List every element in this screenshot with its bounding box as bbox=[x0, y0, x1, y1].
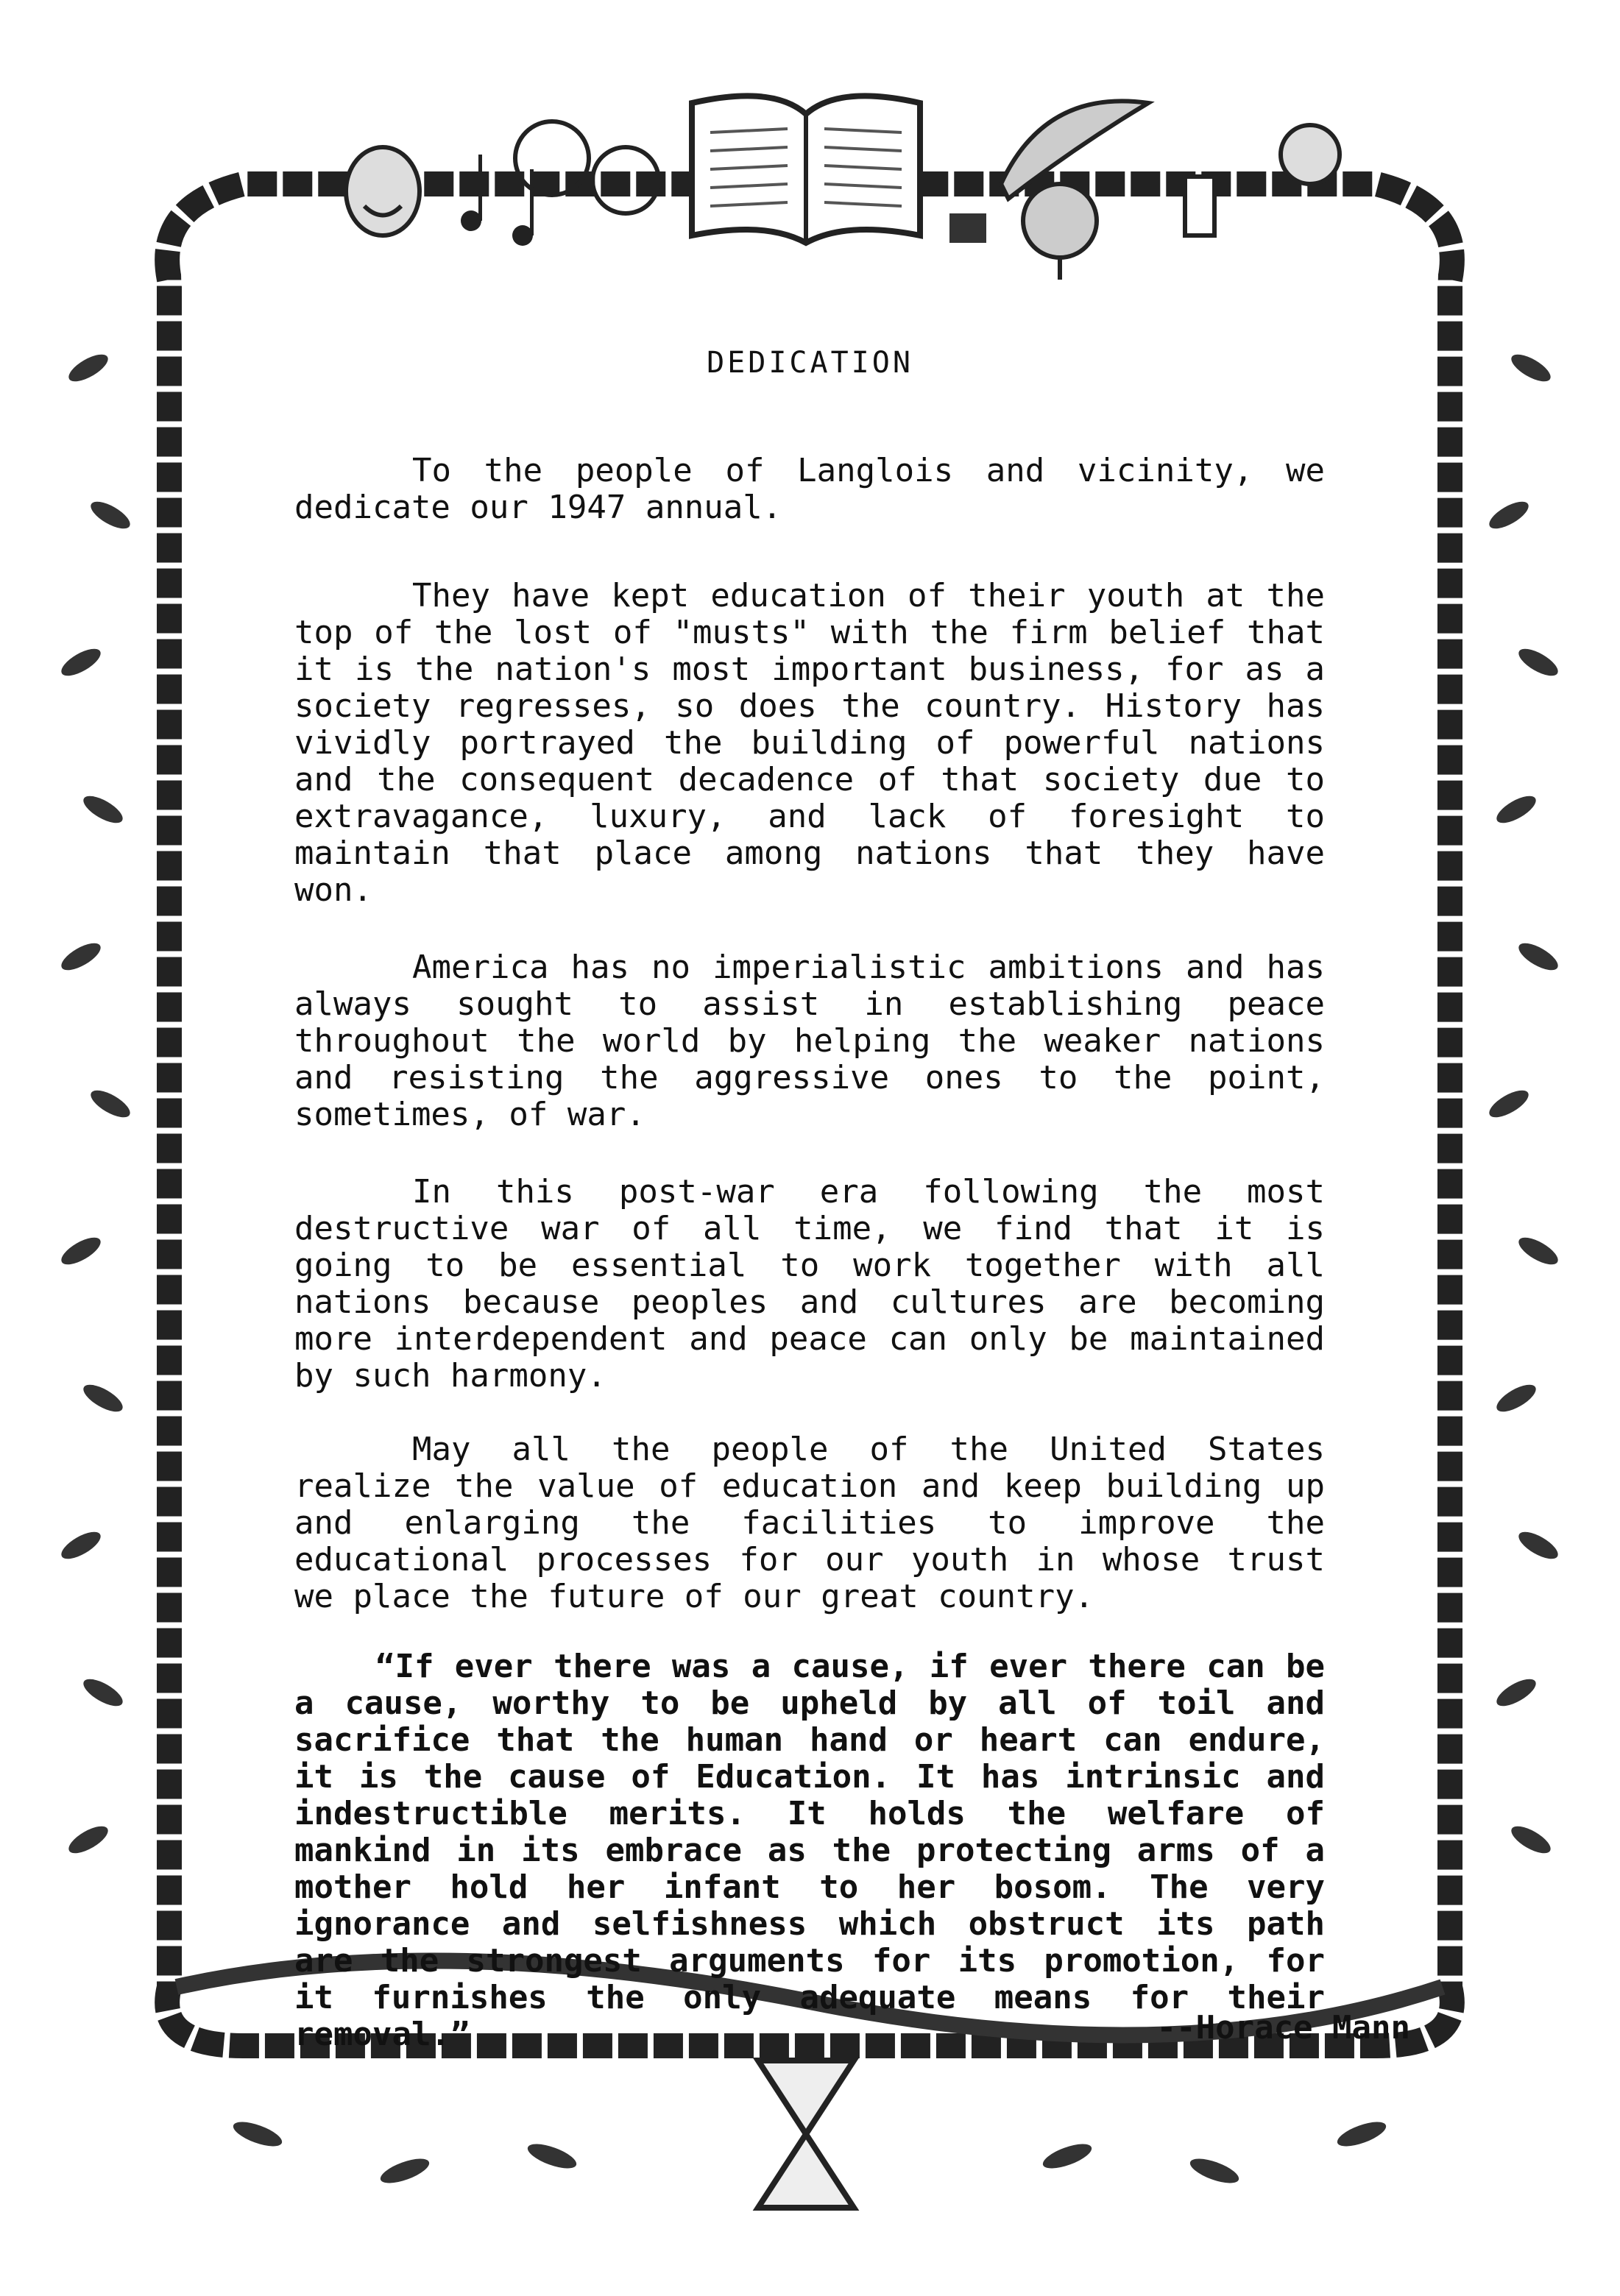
page-title: DEDICATION bbox=[707, 346, 913, 380]
dedication-paragraph: To the people of Langlois and vicinity, we dedicate our 1947 annual. bbox=[294, 452, 1325, 526]
globe-icon bbox=[1023, 184, 1097, 280]
post-war-paragraph: In this post-war era following the most destructive war of all time, we find that it is going to be essential to work together with all nations because peoples and cultures are becoming more interdependent and peace can only be maintained by such harmony. bbox=[294, 1173, 1325, 1395]
laurel-leaves-left bbox=[57, 350, 134, 1859]
america-paragraph: America has no imperialistic ambitions and has always sought to assist in establishing peace throughout the world by helping the weaker nations and resisting the aggressive ones to the point, sometimes, of war. bbox=[294, 949, 1325, 1133]
education-paragraph: They have kept education of their youth at the top of the lost of "musts" with the firm belief that it is the nation's most important business, for as a society regresses, so does the country. History has vividly portrayed the building of powerful nations and the consequent decadence of that society due to extravagance, luxury, and lack of foresight to maintain that place among nations that they have won. bbox=[294, 577, 1325, 909]
horace-mann-quote: “If ever there was a cause, if ever there can be a cause, worthy to be upheld by all of toil and sacrifice that the human hand or heart can endure, it is the cause of Education. It has intrinsic and indestructible merits. It holds the welfare of mankind in its embrace as the protecting arms of a mother hold her infant to her bosom. The very ignorance and selfishness which obstruct its path are the strongest arguments for its promotion, for it furnishes the only adequate means for their removal.” bbox=[294, 1648, 1325, 2053]
theatre-mask-icon bbox=[346, 147, 420, 235]
quote-attribution: --Horace Mann bbox=[1156, 2009, 1410, 2047]
hourglass-icon bbox=[758, 2061, 854, 2208]
united-states-paragraph: May all the people of the United States realize the value of education and keep building up and enlarging the facilities to improve the educational processes for our youth in whose trust we place the future of our great country. bbox=[294, 1431, 1325, 1615]
open-book-icon bbox=[692, 96, 920, 243]
laurel-leaves-right bbox=[1485, 350, 1562, 1859]
